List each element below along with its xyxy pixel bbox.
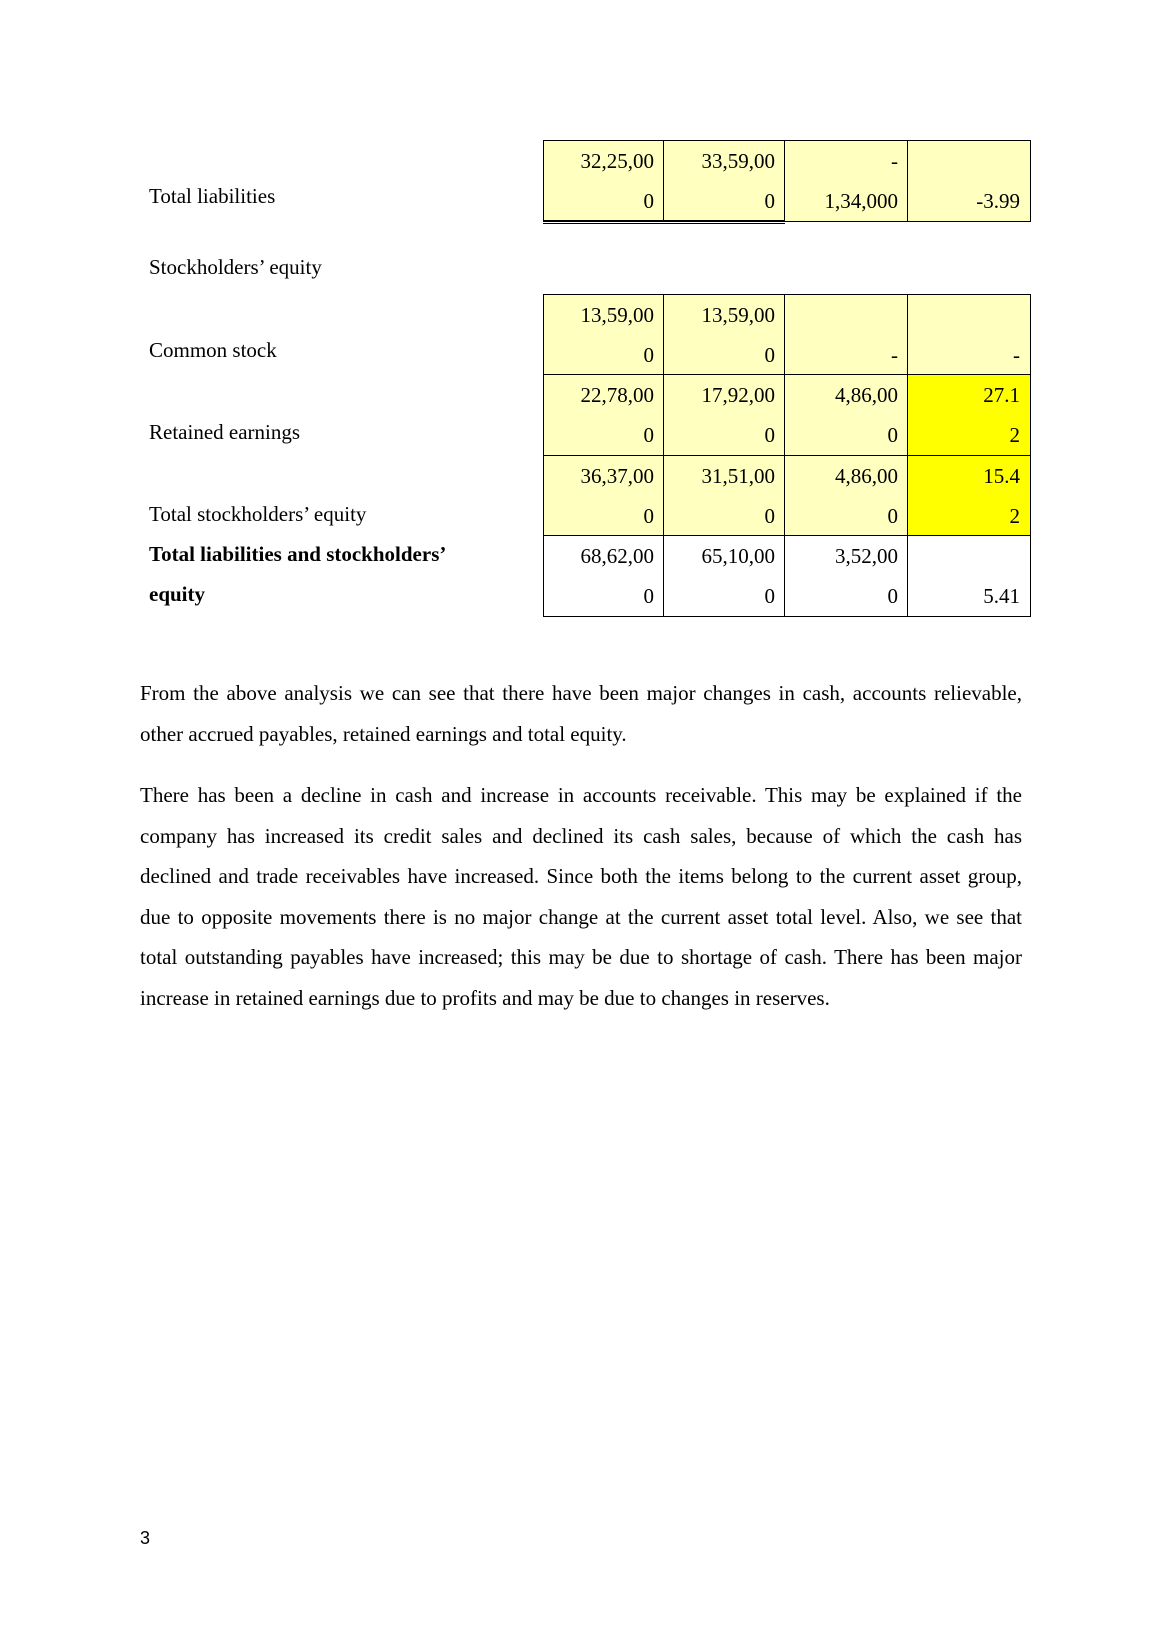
cell-grand-total-col2: 65,10,00 0 xyxy=(663,535,786,617)
paragraph-summary: From the above analysis we can see that there have been major changes in cash, accounts relievable, other accrued payables, retained earnings and total equity. xyxy=(140,681,1022,746)
cell-retained-earnings-col2: 17,92,00 0 xyxy=(663,374,786,457)
cell-total-liabilities-col3: - 1,34,000 xyxy=(784,140,909,222)
cell-total-liabilities-col4: -3.99 xyxy=(907,140,1031,222)
row-label-total-stockholders-equity: Total stockholders’ equity xyxy=(149,502,367,526)
cell-grand-total-col3: 3,52,00 0 xyxy=(784,535,909,617)
row-label-total-liabilities-and-equity-line1: Total liabilities and stockholders’ xyxy=(149,542,447,566)
cell-common-stock-col2: 13,59,00 0 xyxy=(663,294,786,376)
cell-common-stock-col4: - xyxy=(907,294,1031,376)
paragraph-explanation: There has been a decline in cash and increase in accounts receivable. This may be explained if the company has increased its credit sales and declined its cash sales, because of which the cash has declined and trade receivables have increased. Since both the items belong to the current asset group, due to opposite movements there is no major change at the current asset total level. Also, we see that total outstanding payables have increased; this may be due to shortage of cash. There has been major increase in retained earnings due to profits and may be due to changes in reserves. xyxy=(140,783,1022,1010)
cell-retained-earnings-col3: 4,86,00 0 xyxy=(784,374,909,457)
cell-total-equity-col2: 31,51,00 0 xyxy=(663,455,786,537)
cell-total-liabilities-col2: 33,59,00 0 xyxy=(663,140,786,222)
cell-total-equity-col1: 36,37,00 0 xyxy=(543,455,665,537)
cell-total-equity-col3: 4,86,00 0 xyxy=(784,455,909,537)
cell-total-equity-col4: 15.4 2 xyxy=(907,455,1031,537)
double-underline xyxy=(543,220,785,224)
section-label-stockholders-equity: Stockholders’ equity xyxy=(149,255,322,279)
row-label-common-stock: Common stock xyxy=(149,338,277,362)
row-label-total-liabilities: Total liabilities xyxy=(149,184,276,208)
page-number: 3 xyxy=(140,1528,151,1548)
cell-retained-earnings-col4: 27.1 2 xyxy=(907,374,1031,457)
row-label-retained-earnings: Retained earnings xyxy=(149,420,301,444)
cell-common-stock-col1: 13,59,00 0 xyxy=(543,294,665,376)
cell-common-stock-col3: - xyxy=(784,294,909,376)
cell-retained-earnings-col1: 22,78,00 0 xyxy=(543,374,665,457)
cell-grand-total-col4: 5.41 xyxy=(907,535,1031,617)
row-label-total-liabilities-and-equity-line2: equity xyxy=(149,582,206,606)
cell-total-liabilities-col1: 32,25,00 0 xyxy=(543,140,665,222)
cell-grand-total-col1: 68,62,00 0 xyxy=(543,535,665,617)
